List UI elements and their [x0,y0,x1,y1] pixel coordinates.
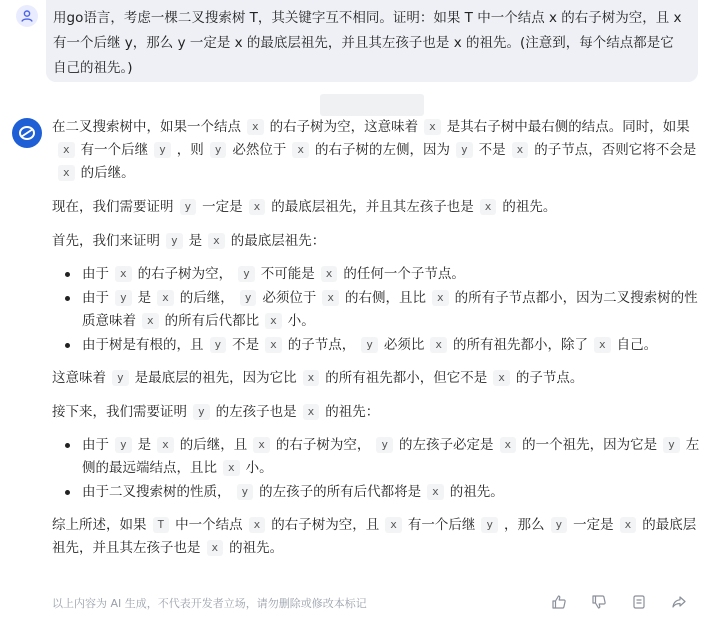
text-run: 不可能是 [260,266,315,282]
text-run: 是 [137,290,152,306]
inline-code: x [322,290,339,306]
ai-disclaimer: 以上内容为 AI 生成，不代表开发者立场，请勿删除或修改本标记 [52,597,367,610]
inline-code: x [208,233,225,249]
text-run: 首先，我们来证明 [52,233,160,249]
text-run: 的右侧，且比 [345,290,426,306]
inline-code: x [265,313,282,329]
inline-code: x [512,142,529,158]
text-run: 的祖先。 [229,540,284,556]
text-run: 由于二叉搜索树的性质， [82,484,231,500]
inline-code: y [210,337,227,353]
inline-code: T [153,517,170,533]
inline-code: y [240,290,257,306]
inline-code: y [481,517,498,533]
text-run: 的后继，且 [179,437,248,453]
text-run: 的子节点， [287,337,356,353]
copy-icon[interactable] [630,593,648,611]
thumbs-down-icon[interactable] [590,593,608,611]
text-run: 这意味着 [52,370,106,386]
text-run: 中一个结点 [175,517,243,533]
text-run: 的右子树为空，且 [271,517,380,533]
inline-code: y [193,404,210,420]
text-run: 的右子树的左侧，因为 [315,142,450,158]
text-run: 的最底层祖先： [230,233,326,249]
inline-code: y [663,437,680,453]
text-run: 是 [137,437,152,453]
inline-code: y [154,142,171,158]
inline-code: x [620,517,637,533]
bullet-list [52,263,702,357]
inline-code: x [157,437,174,453]
inline-code: x [115,266,132,282]
inline-code: y [115,290,132,306]
inline-code: x [424,119,441,135]
inline-code: x [265,337,282,353]
list-item [52,263,702,286]
inline-code: x [594,337,611,353]
text-run: 的右子树为空， [137,266,233,282]
text-run: 的右子树为空， [275,437,371,453]
list-item [52,287,702,333]
text-run: 小。 [245,460,273,476]
text-run: ，那么 [504,517,545,533]
text-run: 的最底层祖先，并且其左孩子也是 [271,199,474,215]
answer-paragraph [52,196,702,219]
inline-code: x [432,290,449,306]
inline-code: y [210,142,227,158]
text-run: 的所有后代都比 [164,313,260,329]
text-run: 的后继。 [80,165,135,181]
inline-code: x [249,517,266,533]
text-run: 的任何一个子节点。 [343,266,465,282]
text-run: 的一个祖先，因为它是 [522,437,658,453]
text-run: 必须比 [383,337,425,353]
text-run: 是其右子树中最右侧的结点。同时，如果 [446,119,690,135]
text-run: 有一个后继 [407,517,476,533]
text-run: 是 [188,233,203,249]
text-run: 必须位于 [262,290,317,306]
inline-code: x [142,313,159,329]
text-run: 的祖先。 [449,484,504,500]
inline-code: y [112,370,129,386]
list-item [52,434,702,480]
text-run: 的祖先。 [502,199,557,215]
inline-code: y [456,142,473,158]
inline-code: y [238,266,255,282]
inline-code: y [551,517,568,533]
text-run: 由于 [82,437,109,453]
text-run: 在二叉搜索树中，如果一个结点 [52,119,241,135]
inline-code: x [247,119,264,135]
text-run: 的祖先： [325,404,380,420]
text-run: 由于 [82,290,109,306]
inline-code: y [180,199,197,215]
list-item [52,334,702,357]
answer-paragraph [52,116,702,185]
inline-code: x [385,517,402,533]
text-run: 由于 [82,266,109,282]
text-run: 接下来，我们需要证明 [52,404,187,420]
answer-paragraph [52,367,702,390]
watermark [320,94,424,116]
answer-paragraph [52,230,702,253]
inline-code: x [500,437,517,453]
assistant-answer [52,116,702,560]
assistant-logo-icon [12,118,42,148]
inline-code: x [253,437,270,453]
inline-code: y [166,233,183,249]
inline-code: y [237,484,254,500]
text-run: 是最底层的祖先，因为它比 [134,370,297,386]
answer-actions [550,593,688,611]
inline-code: x [321,266,338,282]
inline-code: y [376,437,393,453]
answer-paragraph [52,514,702,560]
text-run: 不是 [232,337,260,353]
text-run: 自己。 [616,337,658,353]
text-run: 的子节点。 [515,370,584,386]
answer-footer [52,593,702,613]
share-icon[interactable] [670,593,688,611]
inline-code: x [249,199,266,215]
text-run: 的所有祖先都小，除了 [453,337,588,353]
inline-code: x [493,370,510,386]
text-run: 小。 [287,313,315,329]
text-run: 必然位于 [232,142,287,158]
text-run: 的左孩子也是 [215,404,297,420]
inline-code: x [480,199,497,215]
inline-code: x [223,460,240,476]
text-run: 现在，我们需要证明 [52,199,174,215]
inline-code: x [58,165,75,181]
bullet-list [52,434,702,504]
text-run: 的左孩子的所有后代都将是 [259,484,422,500]
user-question-bubble [46,0,698,82]
text-run: 的最底层祖先，并且其左孩子也是 [52,517,697,556]
inline-code: x [292,142,309,158]
text-run: 不是 [478,142,506,158]
inline-code: x [207,540,224,556]
text-run: 的子节点，否则它将不会是 [534,142,697,158]
inline-code: y [361,337,378,353]
text-run: 的右子树为空，这意味着 [269,119,419,135]
text-run: 的左孩子必定是 [399,437,494,453]
inline-code: x [303,404,320,420]
text-run: 左侧的最远端结点，且比 [82,437,700,476]
text-run: 的所有子节点都小，因为二叉搜索树的性质意味着 [82,290,698,329]
inline-code: x [58,142,75,158]
text-run: 的后继， [179,290,234,306]
user-question-text: 用go语言，考虑一棵二叉搜索树 T，其关键字互不相同。证明：如果 T 中一个结点 x 的右子树为空，且 x 有一个后继 y，那么 y 一定是 x 的最底层祖先，并且其左孩子也是 x 的祖先。(注意到，每个结点都是它自己的祖先。) [53,10,682,76]
user-message [0,0,712,100]
thumbs-up-icon[interactable] [550,593,568,611]
text-run: 由于树是有根的，且 [82,337,204,353]
inline-code: x [157,290,174,306]
inline-code: x [303,370,320,386]
inline-code: x [430,337,447,353]
answer-paragraph [52,401,702,424]
user-avatar-icon [16,5,38,27]
text-run: ，则 [176,142,204,158]
text-run: 的所有祖先都小，但它不是 [325,370,488,386]
inline-code: x [427,484,444,500]
text-run: 一定是 [573,517,614,533]
inline-code: y [115,437,132,453]
text-run: 综上所述，如果 [52,517,147,533]
list-item [52,481,702,504]
text-run: 有一个后继 [80,142,149,158]
text-run: 一定是 [202,199,243,215]
